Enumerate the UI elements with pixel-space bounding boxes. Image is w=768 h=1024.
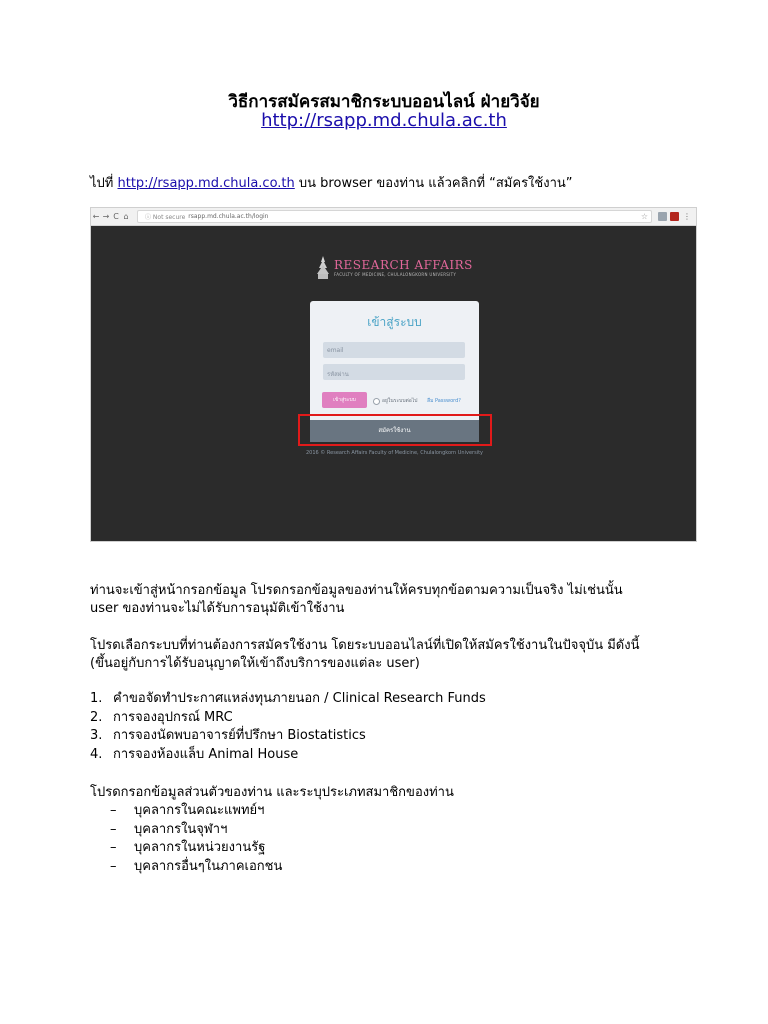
list-item-text: คำขอจัดทำประกาศแหล่งทุนภายนอก / Clinical Research Funds xyxy=(113,691,486,706)
para2-line2: (ขึ้นอยู่กับการได้รับอนุญาตให้เข้าถึงบริการของแต่ละ user) xyxy=(90,656,420,671)
forgot-password-link[interactable]: ลืม Password? xyxy=(427,398,461,404)
embedded-screenshot xyxy=(90,207,697,542)
logo-subtitle: FACULTY OF MEDICINE, CHULALONGKORN UNIVERSITY xyxy=(334,272,457,277)
remember-label: อยู่ในระบบต่อไป xyxy=(382,398,418,404)
home-icon[interactable]: ⌂ xyxy=(123,212,129,221)
list-item xyxy=(90,709,486,728)
para2-line1: โปรดเลือกระบบที่ท่านต้องการสมัครใช้งาน โดยระบบออนไลน์ที่เปิดให้สมัครใช้งานในปัจจุบัน มีดังนี้ xyxy=(90,638,640,653)
forward-icon[interactable]: → xyxy=(102,212,110,221)
list-item xyxy=(90,690,486,709)
temple-crest-icon xyxy=(316,256,330,280)
list-item-text: การจองนัดพบอาจารย์ที่ปรึกษา Biostatistics xyxy=(113,728,366,743)
menu-icon[interactable]: ⋮ xyxy=(683,212,691,221)
intro-before: ไปที่ xyxy=(90,176,118,191)
list-item xyxy=(90,727,486,746)
list-item xyxy=(110,839,282,858)
pdf-extension-icon[interactable] xyxy=(670,212,679,221)
systems-list xyxy=(90,690,486,764)
list-number: 4. xyxy=(90,746,103,762)
list-item-text: บุคลากรในคณะแพทย์ฯ xyxy=(134,803,265,818)
list-item-text: บุคลากรในหน่วยงานรัฐ xyxy=(134,840,266,855)
para3: โปรดกรอกข้อมูลส่วนตัวของท่าน และระบุประเภทสมาชิกของท่าน xyxy=(90,785,454,800)
title-url-link[interactable]: http://rsapp.md.chula.ac.th xyxy=(261,110,507,131)
logo-title: RESEARCH AFFAIRS xyxy=(334,258,473,272)
checkbox-icon xyxy=(373,398,380,405)
dash-bullet: – xyxy=(110,840,117,855)
list-item-text: บุคลากรอื่นๆในภาคเอกชน xyxy=(134,858,283,874)
extension-icon[interactable] xyxy=(658,212,667,221)
screenshot-footer: 2016 © Research Affairs Faculty of Medicine, Chulalongkorn University xyxy=(305,450,483,456)
security-label: ⓘ Not secure xyxy=(145,214,186,221)
list-item xyxy=(90,746,486,765)
list-item-text: บุคลากรในจุฬาฯ xyxy=(134,821,228,837)
list-number: 3. xyxy=(90,728,103,743)
list-item-text: การจองอุปกรณ์ MRC xyxy=(113,709,233,725)
list-item-text: การจองห้องแล็บ Animal House xyxy=(113,746,299,762)
register-highlight-box xyxy=(298,414,492,446)
para1-line2: user ของท่านจะไม่ได้รับการอนุมัติเข้าใช้งาน xyxy=(90,601,345,616)
dash-bullet: – xyxy=(110,803,117,818)
remember-checkbox[interactable] xyxy=(373,397,417,405)
bookmark-star-icon[interactable]: ☆ xyxy=(640,212,648,221)
list-number: 1. xyxy=(90,691,103,706)
address-bar[interactable] xyxy=(137,210,652,223)
para1-line1: ท่านจะเข้าสู่หน้ากรอกข้อมูล โปรดกรอกข้อมูลของท่านให้ครบทุกข้อตามความเป็นจริง ไม่เช่นนั้น xyxy=(90,583,623,598)
reload-icon[interactable]: C xyxy=(113,212,119,221)
register-button[interactable]: สมัครใช้งาน xyxy=(310,420,479,442)
browser-toolbar xyxy=(91,208,696,226)
list-number: 2. xyxy=(90,709,103,725)
intro-text xyxy=(90,172,573,193)
dash-bullet: – xyxy=(110,821,117,837)
password-field[interactable]: รหัสผ่าน xyxy=(323,364,465,380)
intro-after: บน browser ของท่าน แล้วคลิกที่ “สมัครใช้งาน” xyxy=(294,176,573,191)
document-title: วิธีการสมัครสมาชิกระบบออนไลน์ ฝ่ายวิจัย xyxy=(228,92,540,112)
email-field[interactable]: email xyxy=(323,342,465,358)
member-types-list xyxy=(110,802,282,876)
list-item xyxy=(110,802,282,821)
intro-link[interactable]: http://rsapp.md.chula.co.th xyxy=(117,176,295,191)
research-affairs-logo xyxy=(316,255,473,281)
address-url: rsapp.md.chula.ac.th/login xyxy=(188,213,269,220)
dash-bullet: – xyxy=(110,858,117,874)
back-icon[interactable]: ← xyxy=(92,212,100,221)
list-item xyxy=(110,821,282,840)
login-title: เข้าสู่ระบบ xyxy=(367,315,422,329)
login-button[interactable]: เข้าสู่ระบบ xyxy=(322,392,367,408)
list-item xyxy=(110,858,282,877)
